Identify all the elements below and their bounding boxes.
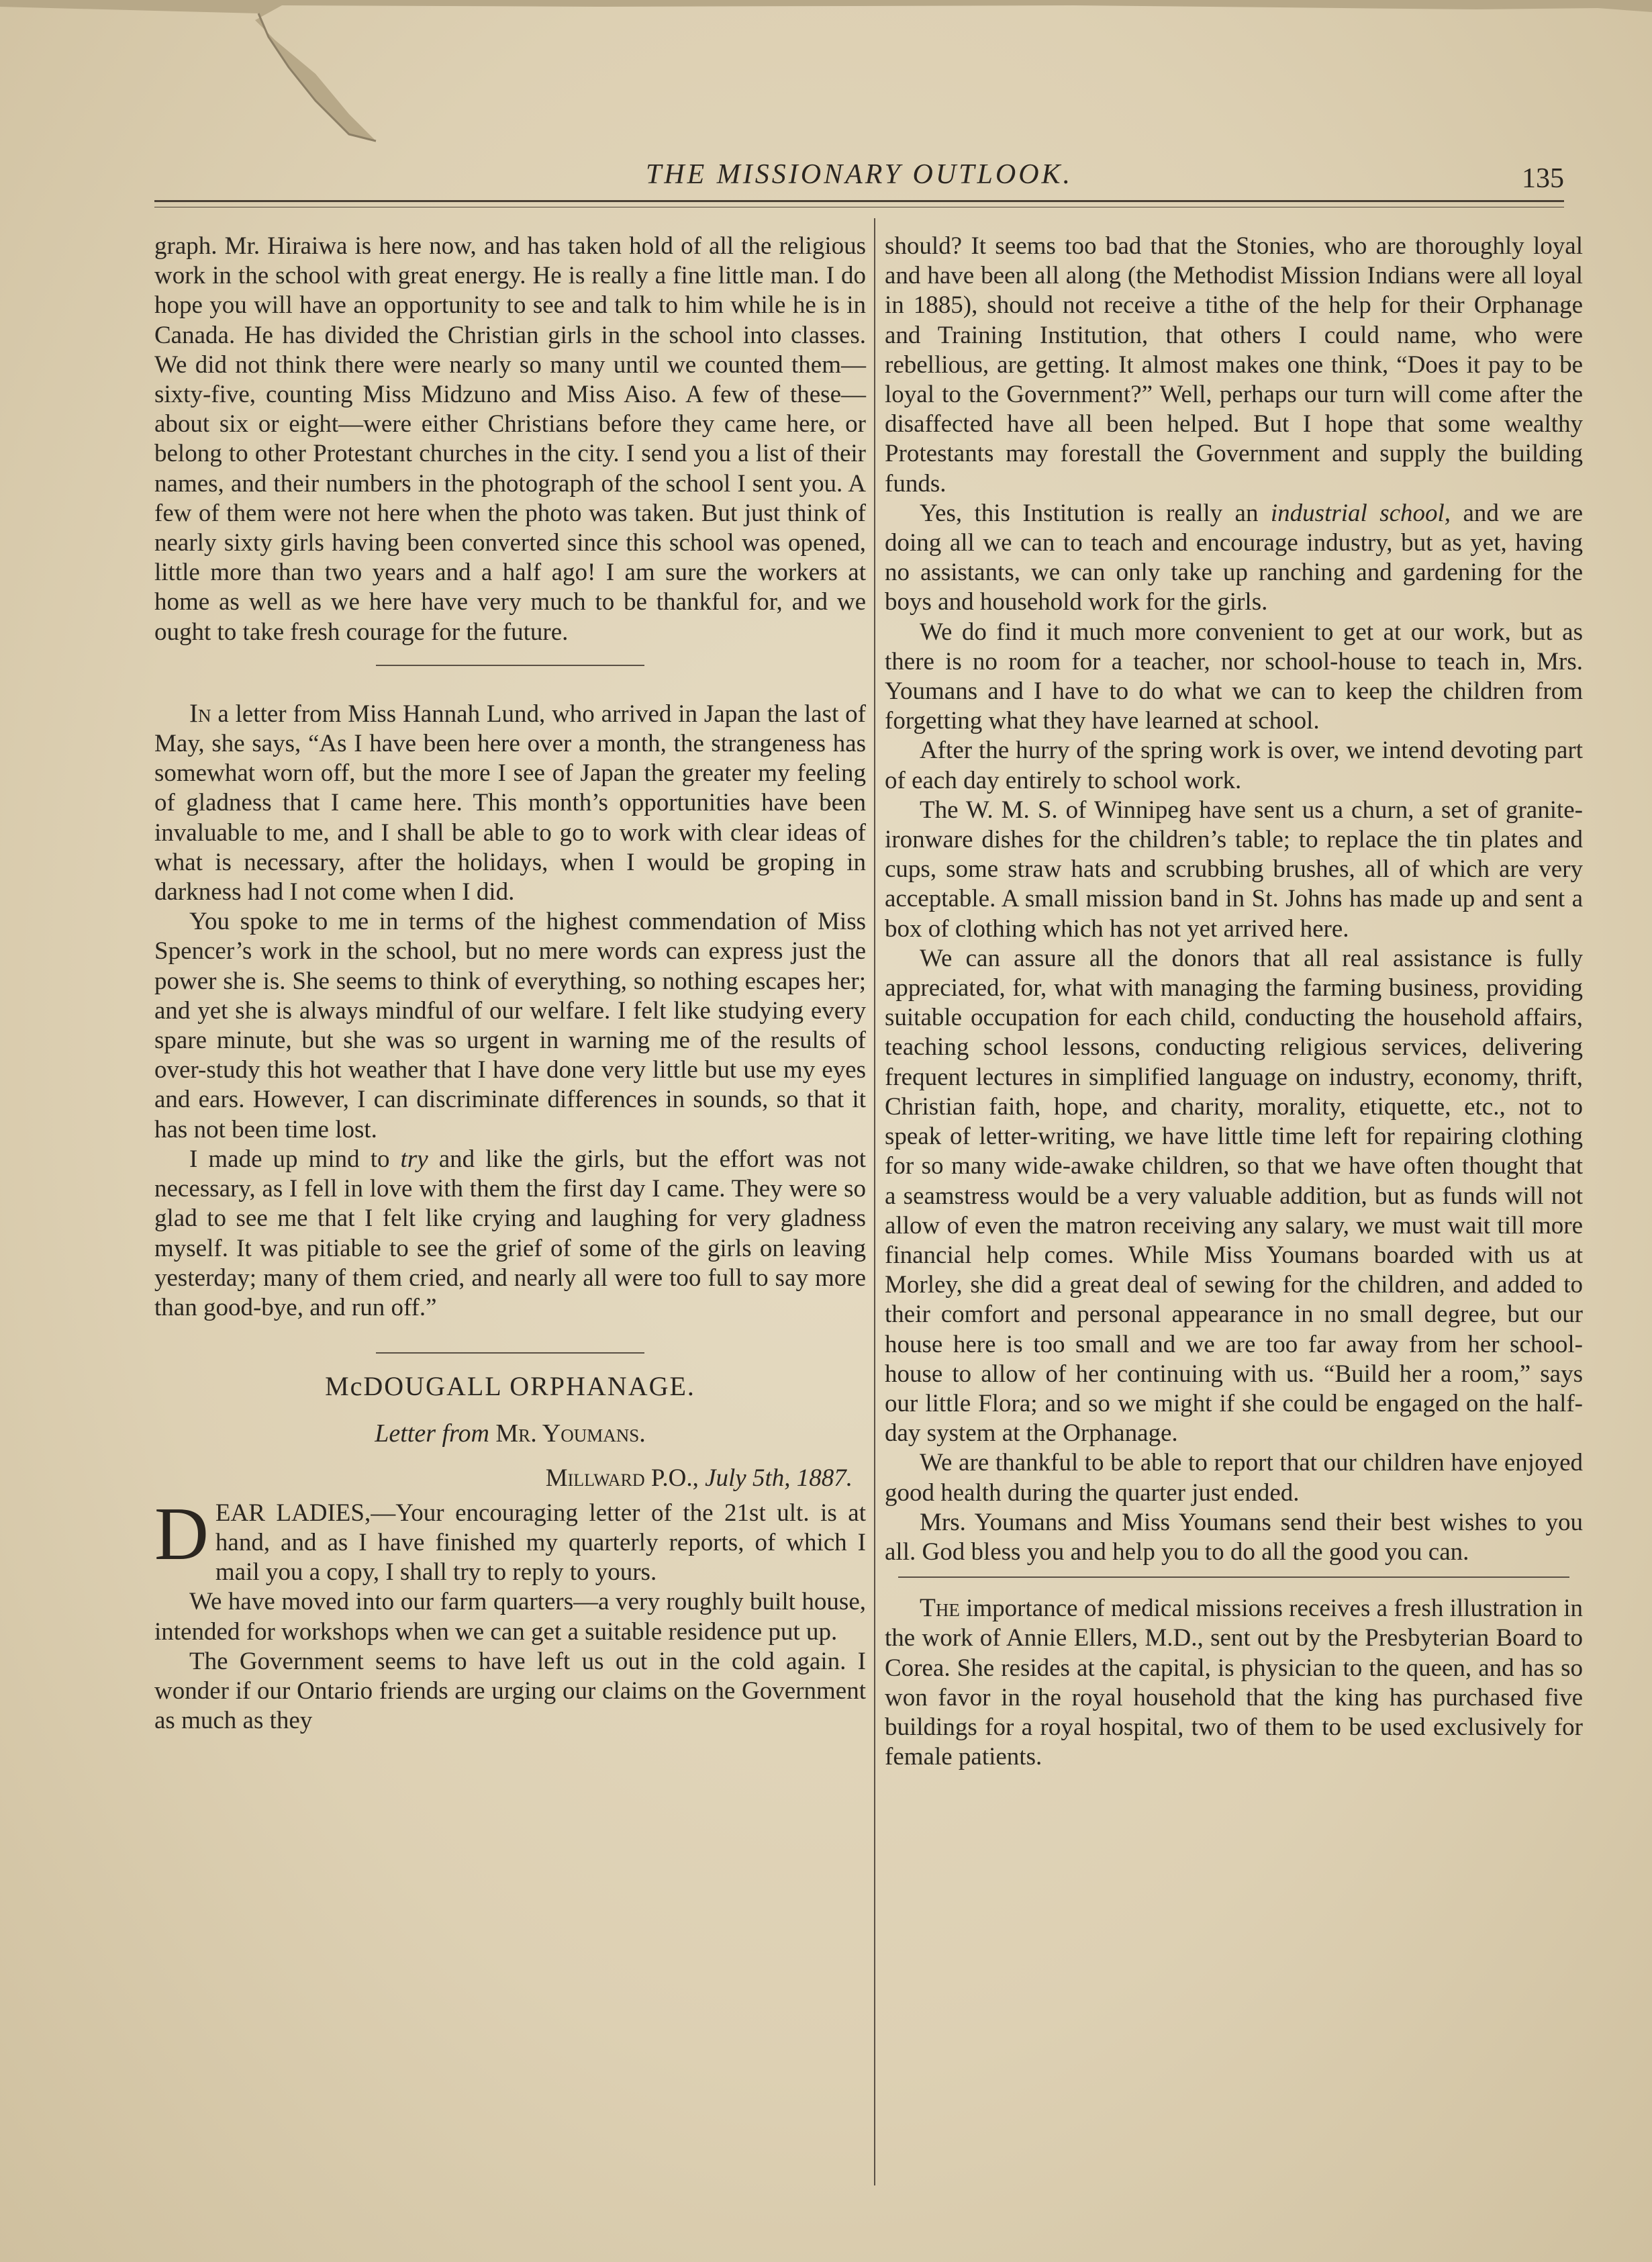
ellers-lead-word: The <box>920 1593 960 1623</box>
article-subheading <box>154 1419 866 1448</box>
farm-work-paragraph: We do find it much more convenient to get at our work, but as there is no room for a teacher, nor school-house to teach in, Mrs. Youmans and I have to do what we can to keep the children from forgetting what they have learned at school. <box>885 618 1583 735</box>
letter-paragraph-2: We have moved into our farm quarters—a very roughly built house, intended for workshops when we can get a suitable residence put up. <box>154 1588 866 1646</box>
subheading-italic: Letter from <box>375 1419 489 1448</box>
header-rule <box>154 200 1564 202</box>
drop-cap: D <box>154 1492 209 1576</box>
lund-paragraph-1-text: a letter from Miss Hannah Lund, who arrived in Japan the last of May, she says, “As I have been here over a month, the strangeness has somewhat worn off, but the more I see of Japan the greater my feeling of gladness that I came here. This month’s opportunities have been invaluable to me, and I shall be able to go to work with clear ideas of what is necessary, after the holidays, when I would be groping in darkness had I not come when I did. <box>154 700 866 906</box>
lund-p3-start: I made up mind to <box>189 1145 390 1173</box>
dateline <box>154 1464 853 1493</box>
left-column <box>154 232 866 1736</box>
letter-paragraph-1-text: EAR LADIES,—Your encouraging letter of the 21st ult. is at hand, and as I have finished my quarterly reports, of which I mail you a copy, I shall try to reply to yours. <box>215 1499 866 1587</box>
dateline-place: Millward P.O., <box>545 1464 699 1492</box>
hiraiwa-paragraph: graph. Mr. Hiraiwa is here now, and has taken hold of all the religious work in the school with great energy. He is really a fine little man. I do hope you will have an opportunity to see and talk to him while he is in Canada. He has divided the Christian girls in the school into classes. We did not think there were nearly so many until we counted them—sixty-five, counting Miss Midzuno and Miss Aiso. A few of these—about six or eight—were either Christians before they came here, or belong to other Protestant churches in the city. I send you a list of their names, and their numbers in the photograph of the school I sent you. A few of them were not here when the photo was taken. But just think of nearly sixty girls having been converted since this school was opened, little more than two years and a half ago! I am sure the workers at home as well as we here have very much to be thankful for, and we ought to take fresh courage for the future. <box>154 232 866 646</box>
donors-paragraph: We can assure all the donors that all real assistance is fully appreciated, for, what with managing the farming business, providing suitable occupation for each child, conducting the household affairs, teaching school lessons, conducting religious services, delivering frequent lectures in simplified language on industry, economy, thrift, Christian faith, hope, and charity, morality, etiquette, etc., not to speak of letter-writing, we have little time left for repairing clothing for so many wide-awake children, so that we have often thought that a seamstress would be a very valuable addition, but as funds will not allow of even the matron receiving any salary, we must wait till more financial help comes. While Miss Youmans boarded with us at Morley, she did a great deal of sewing for the children, and added to their comfort and personal appearance in no small degree, but our house here is too small and we are too far away from her school-house to allow of her continuing with us. “Build her a room,” says our little Flora; and so we might if she could be engaged on the half-day system at the Orphanage. <box>885 944 1583 1448</box>
column-divider <box>874 218 875 2185</box>
stonies-paragraph: should? It seems too bad that the Stonies, who are thoroughly loyal and have been all along (the Methodist Mission Indians were all loyal in 1885), should not receive a tithe of the help for their Orphanage and Training Institution, that others I could name, who were rebellious, are getting. It almost makes one think, “Does it pay to be loyal to the Government?” Well, perhaps our turn will come after the disaffected have all been helped. But I hope that some wealthy Protestants may forestall the Government and supply the building funds. <box>885 232 1583 498</box>
lund-paragraph-2: You spoke to me in terms of the highest commendation of Miss Spencer’s work in the school, but no mere words can express just the power she is. She seems to think of everything, so nothing escapes her; and yet she is always mindful of our welfare. I felt like studying every spare minute, but she was so urgent in warning me of the results of over-study this hot weather that I have done very little but use my eyes and ears. However, I can discriminate differences in sounds, so that it has not been time lost. <box>154 908 866 1143</box>
letter-paragraph-1 <box>154 1492 866 1588</box>
lund-lead-word: In <box>189 698 211 728</box>
ellers-paragraph <box>885 1593 1583 1772</box>
running-title: THE MISSIONARY OUTLOOK. <box>645 159 1073 190</box>
lund-paragraph-1 <box>154 699 866 907</box>
spring-work-paragraph: After the hurry of the spring work is over, we intend devoting part of each day entirely to school work. <box>885 737 1583 794</box>
health-paragraph: We are thankful to be able to report that our children have enjoyed good health during the quarter just ended. <box>885 1449 1583 1507</box>
section-divider-2 <box>376 1352 644 1354</box>
section-divider-3 <box>898 1576 1569 1578</box>
lund-p3-end: and like the girls, but the effort was not necessary, as I fell in love with them the first day I came. They were so glad to see me that I felt like crying and laughing for very gladness myself. It was pitiable to see the grief of some of the girls on leaving yesterday; many of them cried, and nearly all were too full to say more than good-bye, and run off.” <box>154 1145 866 1321</box>
page-number: 135 <box>1522 163 1564 194</box>
industrial-p-end: and we are doing all we can to teach and encourage industry, but as yet, having no assistants, we can only take up ranching and gardening for the boys and household work for the girls. <box>885 499 1583 616</box>
lund-p3-emphasis: try <box>400 1145 428 1173</box>
ellers-paragraph-text: importance of medical missions receives a fresh illustration in the work of Annie Ellers, M.D., sent out by the Presbyterian Board to Corea. She resides at the capital, is physician to the queen, and has so won favor in the royal household that the king has purchased five buildings for a royal hospital, two of them to be used exclusively for female patients. <box>885 1595 1583 1771</box>
right-column <box>885 232 1583 1772</box>
industrial-school-emphasis: industrial school, <box>1270 499 1451 527</box>
article-heading: McDOUGALL ORPHANAGE. <box>325 1371 695 1402</box>
industrial-school-paragraph <box>885 499 1583 618</box>
wms-gifts-paragraph: The W. M. S. of Winnipeg have sent us a churn, a set of granite-ironware dishes for the children’s table; to replace the tin plates and cups, some straw hats and scrubbing brushes, all of which are very acceptable. A small mission band in St. Johns has made up and sent a box of clothing which has not yet arrived here. <box>885 796 1583 943</box>
page-header <box>154 153 1564 200</box>
section-divider <box>376 665 644 667</box>
letter-paragraph-3: The Government seems to have left us out in the cold again. I wonder if our Ontario friends are urging our claims on the Government as much as they <box>154 1647 866 1735</box>
dateline-date: July 5th, 1887. <box>705 1464 853 1492</box>
lund-paragraph-3 <box>154 1145 866 1323</box>
closing-paragraph: Mrs. Youmans and Miss Youmans send their best wishes to you all. God bless you and help you to do all the good you can. <box>885 1508 1583 1566</box>
subheading-author: Mr. Youmans. <box>495 1419 646 1448</box>
industrial-p-start: Yes, this Institution is really an <box>920 499 1259 527</box>
